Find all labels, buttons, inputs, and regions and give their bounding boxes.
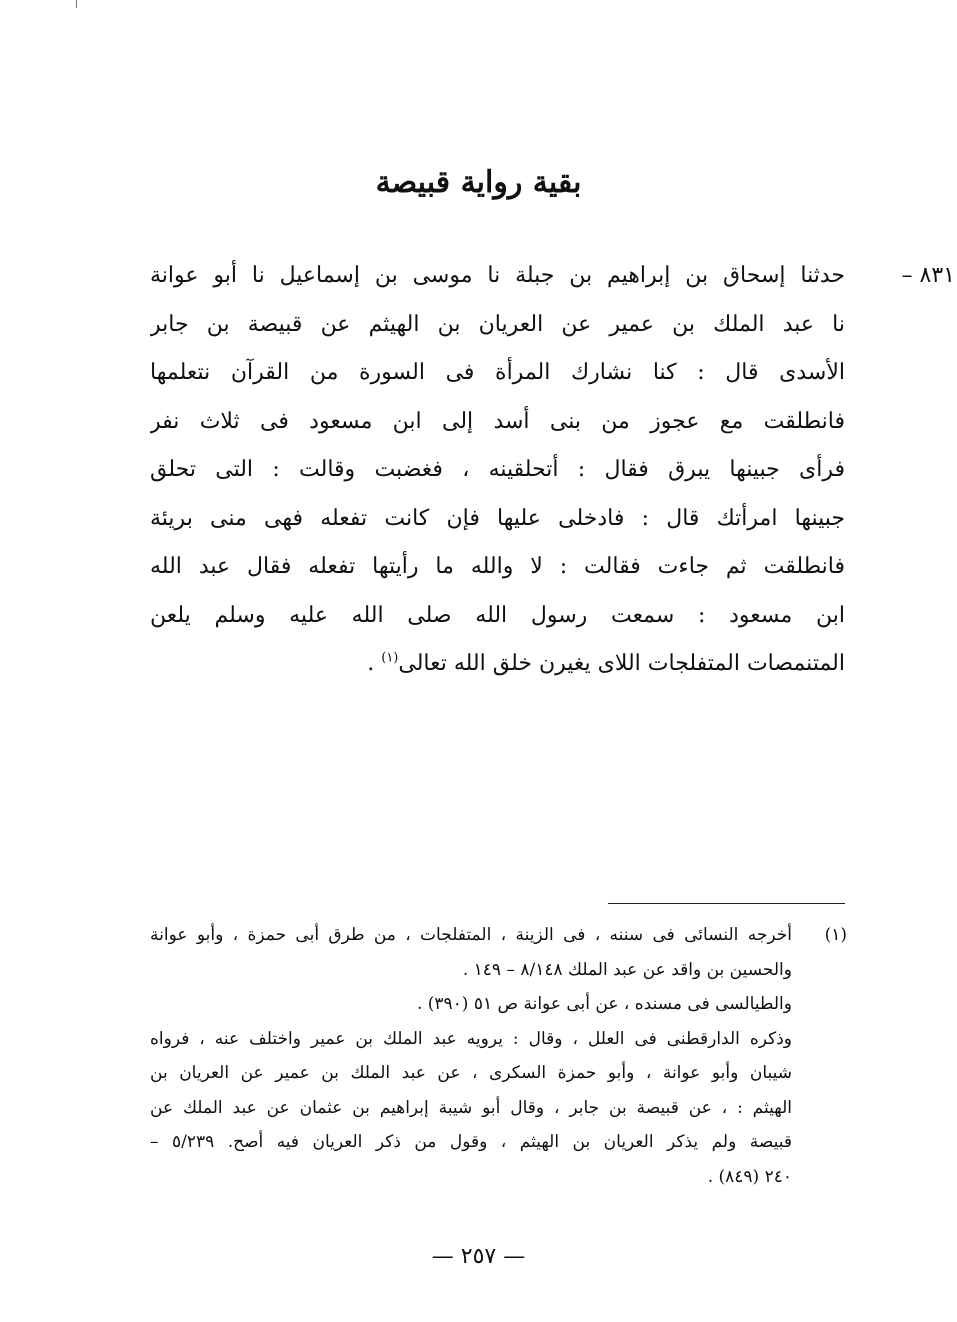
- hadith-line: فانطلقت مع عجوز من بنى أسد إلى ابن مسعود فى ثلاث نفر: [150, 408, 845, 434]
- hadith-line: فانطلقت ثم جاءت فقالت : لا والله ما رأيتها تفعله فقال عبد الله: [150, 554, 845, 579]
- footnote-line: الهيثم : ، عن قبيصة بن جابر ، وقال أبو شيبة إبراهيم بن عثمان عن عبد الملك عن: [150, 1097, 792, 1118]
- scan-mark: [76, 0, 77, 8]
- hadith-line: فرأى جبينها يبرق فقال : أتحلقينه ، فغضبت وقالت : التى تحلق: [150, 457, 845, 482]
- hadith-end-punct: .: [367, 651, 382, 676]
- footnote-separator: [608, 903, 845, 904]
- page-number: — ٢٥٧ —: [431, 1244, 526, 1269]
- footnote-line: شيبان وأبو عوانة ، وأبو حمزة السكرى ، عن عبد الملك بن عمير عن العريان بن: [150, 1063, 792, 1083]
- hadith-line: ابن مسعود : سمعت رسول الله صلى الله عليه وسلم يلعن: [150, 602, 845, 628]
- footnote-line: والحسين بن واقد عن عبد الملك ٨/١٤٨ – ١٤٩ .: [462, 959, 792, 980]
- hadith-line: جبينها امرأتك قال : فادخلى عليها فإن كانت تفعله فهى منى بريئة: [150, 505, 845, 531]
- footnote-line: والطيالسى فى مسنده ، عن أبى عوانة ص ٥١ (٣٩٠) .: [416, 994, 792, 1014]
- footnote-line: أخرجه النسائى فى سننه ، فى الزينة ، المتفلجات ، من طرق أبى حمزة ، وأبو عوانة: [150, 925, 792, 945]
- hadith-number: ٨٣١ –: [901, 263, 955, 288]
- footnote-line: ٢٤٠ (٨٤٩) .: [707, 1166, 792, 1187]
- hadith-line: نا عبد الملك بن عمير عن العريان بن الهيثم عن قبيصة بن جابر: [150, 311, 845, 337]
- hadith-line: الأسدى قال : كنا نشارك المرأة فى السورة من القرآن نتعلمها: [150, 360, 845, 385]
- hadith-line: حدثنا إسحاق بن إبراهيم بن جبلة نا موسى بن إسماعيل نا أبو عوانة: [150, 263, 845, 288]
- hadith-last-line: [150, 640, 845, 689]
- footnote-line: قبيصة ولم يذكر العريان بن الهيثم ، وقول من ذكر العريان فيه أصح. ٥/٢٣٩ –: [150, 1132, 792, 1152]
- footnote-line: وذكره الدارقطنى فى العلل ، وقال : يرويه عبد الملك بن عمير واختلف عنه ، فرواه: [150, 1028, 792, 1049]
- hadith-last-line-text: المتنمصات المتفلجات اللاى يغيرن خلق الله تعالى: [398, 651, 845, 676]
- footnote-reference[interactable]: (١): [381, 650, 399, 666]
- hadith-block: [150, 252, 955, 689]
- footnote-marker: (١): [824, 925, 847, 945]
- section-title: بقية رواية قبيصة: [375, 165, 582, 200]
- footnote-block: [150, 918, 847, 1194]
